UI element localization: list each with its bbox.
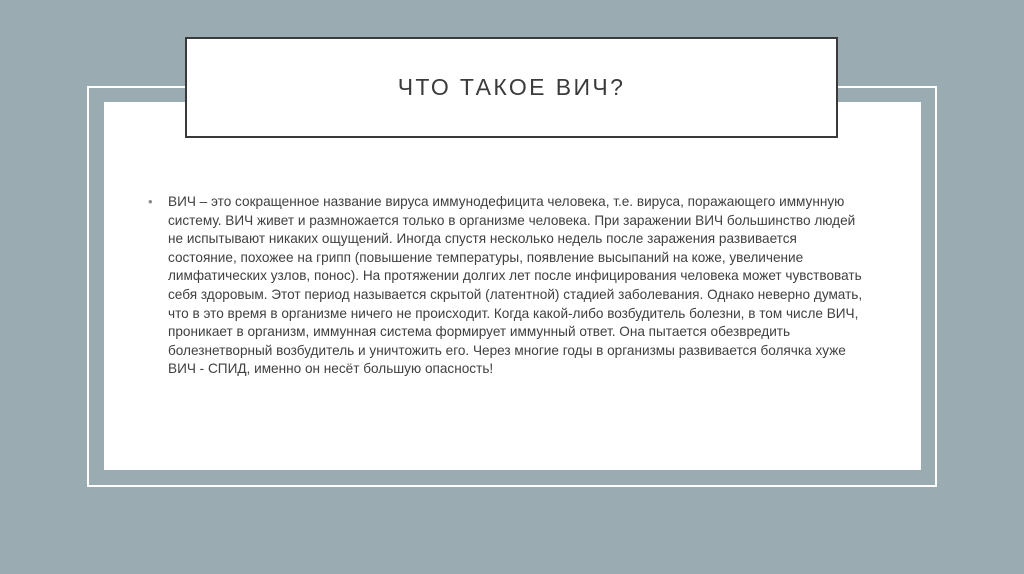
bullet-item [148, 193, 868, 379]
body-text-area [148, 193, 868, 379]
slide-title: ЧТО ТАКОЕ ВИЧ? [397, 74, 626, 100]
bullet-icon: • [148, 194, 153, 209]
title-box [185, 37, 838, 138]
bullet-text: ВИЧ – это сокращенное название вируса иммунодефицита человека, т.е. вируса, поражающего иммунную систему. ВИЧ живет и размножается только в организме человека. При заражении ВИЧ большинство людей не испытывают никаких ощущений. Иногда спустя несколько недель после заражения развивается состояние, похожее на грипп (повышение температуры, появление высыпаний на коже, увеличение лимфатических узлов, понос). На протяжении долгих лет после инфицирования человека может чувствовать себя здоровым. Этот период называется скрытой (латентной) стадией заболевания. Однако неверно думать, что в это время в организме ничего не происходит. Когда какой-либо возбудитель болезни, в том числе ВИЧ, проникает в организм, иммунная система формирует иммунный ответ. Она пытается обезвредить болезнетворный возбудитель и уничтожить его. Через многие годы в организмы развивается болячка хуже ВИЧ - СПИД, именно он несёт большую опасность! [168, 194, 863, 377]
